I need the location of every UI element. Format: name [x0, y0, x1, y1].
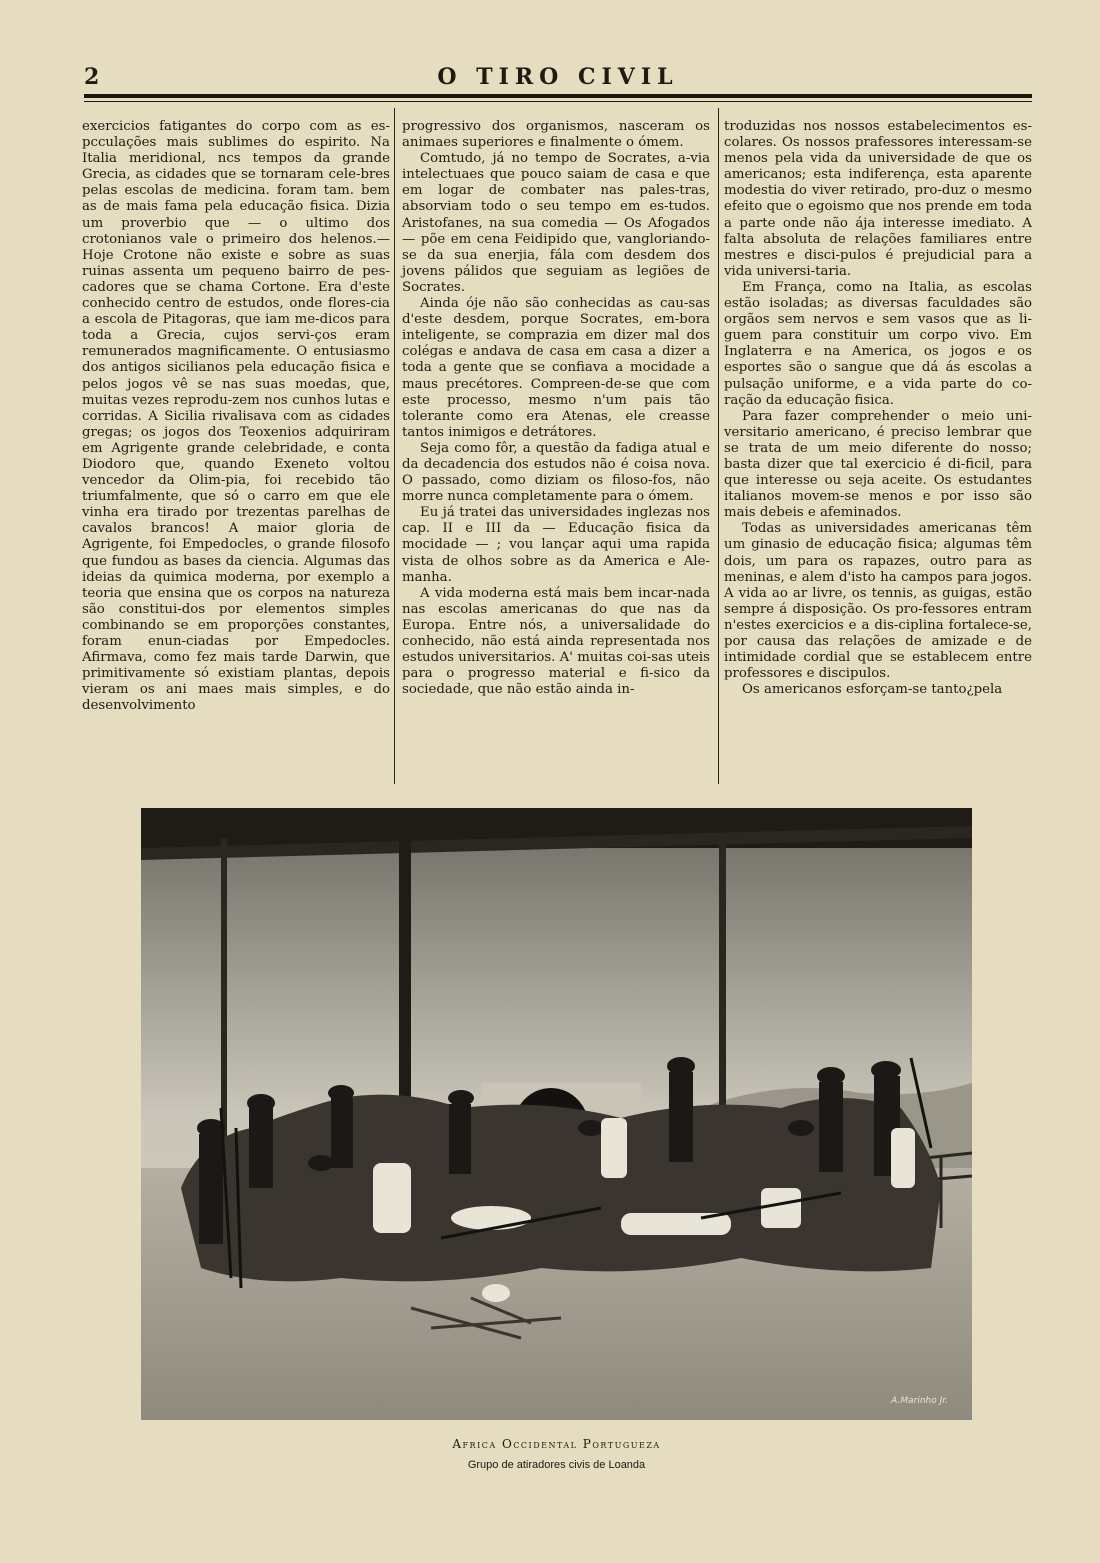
article-paragraph: Seja como fôr, a questão da fadiga atual e da decadencia dos estudos não é coisa nova. O passado, como diziam os filoso-fos, não morre nunca completamente para o ómem.: [402, 440, 710, 505]
masthead-title: O TIRO CIVIL: [437, 64, 679, 90]
article-paragraph: A vida moderna está mais bem incar-nada nas escolas americanas do que nas da Europa. Entre nós, a universalidade do conhecido, não está ainda representada nos estudos universitarios. A' muitas coi-sas uteis para o progresso material e fi-sico da sociedade, que não estão ainda in-: [402, 585, 710, 698]
photo-caption-title: Africa Occidental Portugueza: [452, 1437, 661, 1451]
group-photograph: [141, 808, 972, 1420]
text-column-3: [724, 119, 1032, 698]
article-paragraph: Ainda óje não são conhecidas as cau-sas d'este desdem, porque Socrates, em-bora inteligente, se comprazia em dizer mal dos colégas e andava de casa em casa a dizer a toda a gente que se confiava a mocidade a maus precétores. Compreen-de-se que com este processo, mesmo n'um pais tão tolerante como era Atenas, ele creasse tantos inimigos e detrátores.: [402, 296, 710, 440]
text-column-2: [402, 119, 710, 698]
page-number: 2: [84, 64, 101, 90]
article-paragraph: Para fazer comprehender o meio uni-versitario americano, é preciso lembrar que se trata de um meio diferente do nosso; basta dizer que tal exercicio é di-ficil, para que interesse ou seja aceite. Os estudantes italianos movem-se menos e por isso são mais debeis e afeminados.: [724, 408, 1032, 521]
photographer-signature: A.Marinho Jr.: [891, 1396, 948, 1406]
article-paragraph: exercicios fatigantes do corpo com as es-pcculações mais sublimes do espirito. Na Italia meridional, ncs tempos da grande Grecia, as cidades que se tornaram cele-bres pelas escolas de medicina. foram tam. bem as de mais fama pela educação fisica. Dizia um proverbio que — o ultimo dos crotonianos vale o primeiro dos helenos.— Hoje Crotone não existe e sobre as suas ruinas assenta um pequeno bairro de pes-cadores que se chama Cortone. Era d'este conhecido centro de estudos, onde flores-cia a escola de Pitagoras, que iam me-dicos para toda a Grecia, cujos servi-ços eram remunerados magnificamente. O entusiasmo dos antigos sicilianos pela educação fisica e pelos jogos vê se nas suas moedas, que, muitas vezes reprodu-zem nos cunhos lutas e corridas. A Sicilia rivalisava com as cidades gregas; os jogos dos Teoxenios adquiriram em Agrigente grande celebridade, e conta Diodoro que, quando Exeneto voltou vencedor da Olim-pia, foi recebido tão triumfalmente, que só o carro em que ele vinha era tirado por trezentas parelhas de cavalos brancos! A maior gloria de Agrigente, foi Empedocles, o grande filosofo que fundou as bases da ciencia. Algumas das ideias da quimica moderna, por exemplo a teoria que ensina que os corpos na natureza são constitui-dos por elementos simples combinando se em proporções constantes, foram enun-ciadas por Empedocles. Afirmava, como fez mais tarde Darwin, que primitivamente só existiam plantas, depois vieram os ani maes mais simples, e do desenvolvimento: [82, 119, 390, 714]
column-divider: [394, 108, 395, 784]
article-paragraph: Os americanos esforçam-se tanto¿pela: [742, 682, 1003, 698]
article-paragraph: Comtudo, já no tempo de Socrates, a-via intelectuaes que pouco saiam de casa e que em logar de combater nas pales-tras, absorviam todo o seu tempo em es-tudos. Aristofanes, na sua comedia — Os Afogados — põe em cena Feidipido que, vangloriando-se da sua enerjia, fála com desdem dos jovens pálidos que seguiam as legiões de Socrates.: [402, 151, 710, 295]
page-header: [84, 64, 1032, 90]
photo-illustration: [141, 808, 972, 1420]
header-rule-thick: [84, 94, 1032, 98]
article-paragraph: Eu já tratei das universidades inglezas nos cap. II e III da — Educação fisica da mocidade — ; vou lançar aqui uma rapida vista de olhos sobre as da America e Ale-manha.: [402, 505, 710, 585]
photo-caption-subtitle: Grupo de atiradores civis de Loanda: [467, 1459, 646, 1471]
article-paragraph: Em França, como na Italia, as escolas estão isoladas; as diversas faculdades são orgãos sem nervos e sem vasos que as li-guem para constituir um corpo vivo. Em Inglaterra e na America, os jogos e os esportes são o sangue que dá ás escolas a pulsação uniforme, e a vida parte do co-ração da educação fisica.: [724, 279, 1032, 408]
article-paragraph: progressivo dos organismos, nasceram os animaes superiores e finalmente o ómem.: [402, 119, 710, 151]
header-rule-thin: [84, 101, 1032, 102]
text-column-1: [82, 119, 390, 714]
column-divider: [718, 108, 719, 784]
article-paragraph: Todas as universidades americanas têm um ginasio de educação fisica; algumas têm dois, um para os rapazes, outro para as meninas, e alem d'isto ha campos para jogos. A vida ao ar livre, os tennis, as guigas, estão sempre á disposição. Os pro-fessores entram n'estes exercicios e a dis-ciplina fortalece-se, por causa das relações de amizade e de intimidade cordial que se establecem entre professores e discipulos.: [724, 521, 1032, 682]
article-paragraph: troduzidas nos nossos estabelecimentos es-colares. Os nossos prafessores interessam-se menos pela vida da universidade de que os americanos; esta indiferença, esta aparente modestia do viver retirado, pro-duz o mesmo efeito que o egoismo que nos prende em toda a parte onde não ája interesse imediato. A falta absoluta de relações familiares entre mestres e disci-pulos é prejudicial para a vida universi-taria.: [724, 119, 1032, 279]
